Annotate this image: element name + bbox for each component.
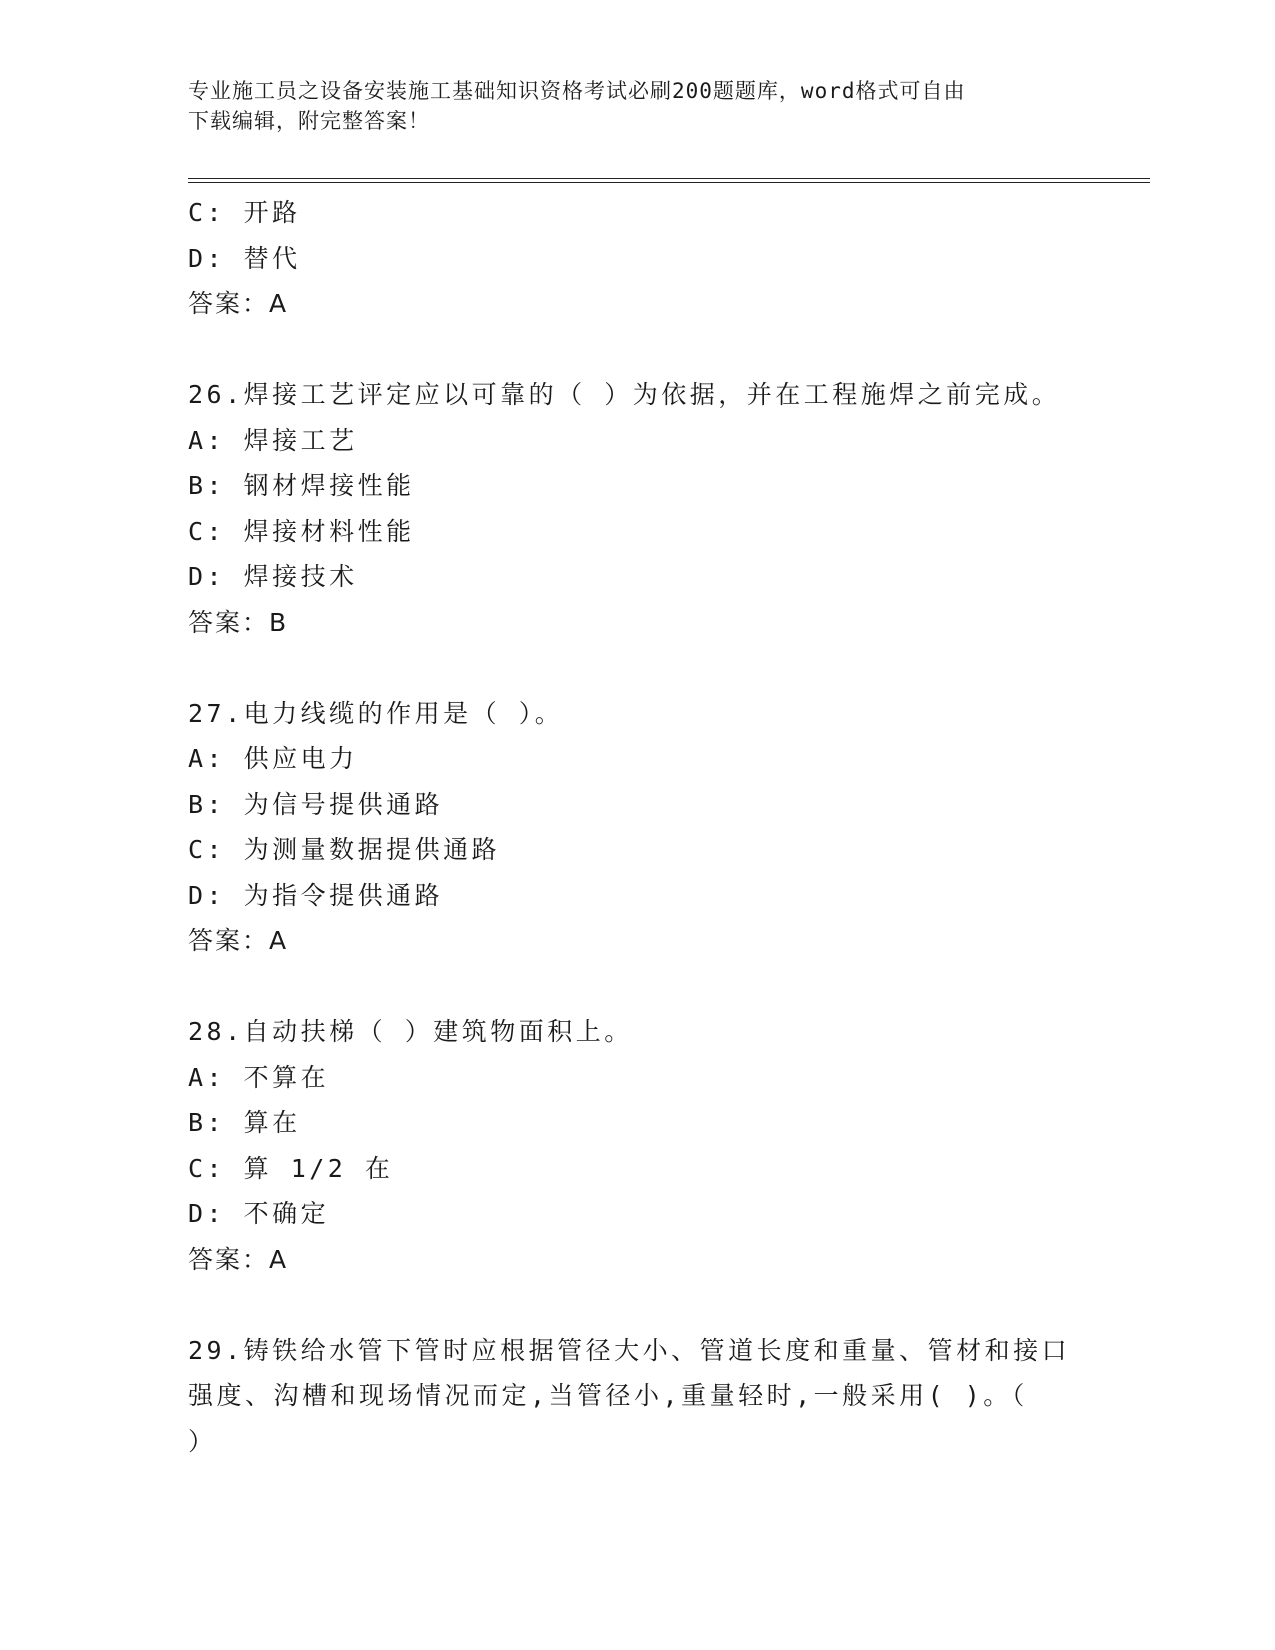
question-stem-line-2: 强度、沟槽和现场情况而定,当管径小,重量轻时,一般采用( )。（ [188,1381,1028,1410]
spacer [188,327,1088,373]
answer-line: 答案：A [188,1244,289,1274]
question-25-continued [188,190,1088,327]
option-c: C: 算 1/2 在 [188,1153,394,1183]
option-d: D: 为指令提供通路 [188,880,444,910]
header-divider-top [188,178,1150,179]
option-a: A: 焊接工艺 [188,425,358,455]
answer-line: 答案：B [188,607,289,637]
option-d: D: 焊接技术 [188,562,358,591]
option-a: A: 供应电力 [188,744,358,773]
option-b: B: 为信号提供通路 [188,789,444,819]
question-26 [188,372,1088,645]
option-d: D: 不确定 [188,1199,330,1228]
spacer [188,645,1088,691]
header-title-line-2: 下载编辑，附完整答案！ [188,109,430,133]
answer-line: 答案：A [188,926,289,955]
question-stem: 26.焊接工艺评定应以可靠的（ ）为依据，并在工程施焊之前完成。 [188,380,1061,409]
question-list [188,190,1088,1464]
question-stem: 28.自动扶梯（ ）建筑物面积上。 [188,1017,633,1046]
question-28 [188,1009,1088,1282]
option-d: D: 替代 [188,243,301,273]
option-c: C: 焊接材料性能 [188,516,415,546]
header-title-line-1: 专业施工员之设备安装施工基础知识资格考试必刷200题题库，word格式可自由 [188,79,966,103]
option-b: B: 算在 [188,1108,301,1137]
question-stem: 27.电力线缆的作用是（ ）。 [188,698,564,728]
option-a: A: 不算在 [188,1062,330,1092]
spacer [188,1282,1088,1328]
option-c: C: 开路 [188,198,301,227]
question-stem-line-1: 29.铸铁给水管下管时应根据管径大小、管道长度和重量、管材和接口 [188,1335,1071,1365]
header-divider-bottom [188,182,1150,183]
page-header [188,76,1088,136]
question-stem-line-3: ） [188,1426,217,1456]
question-27 [188,691,1088,964]
spacer [188,964,1088,1010]
answer-line: 答案：A [188,289,289,318]
option-b: B: 钢材焊接性能 [188,471,415,500]
option-c: C: 为测量数据提供通路 [188,835,501,864]
question-29 [188,1328,1088,1465]
